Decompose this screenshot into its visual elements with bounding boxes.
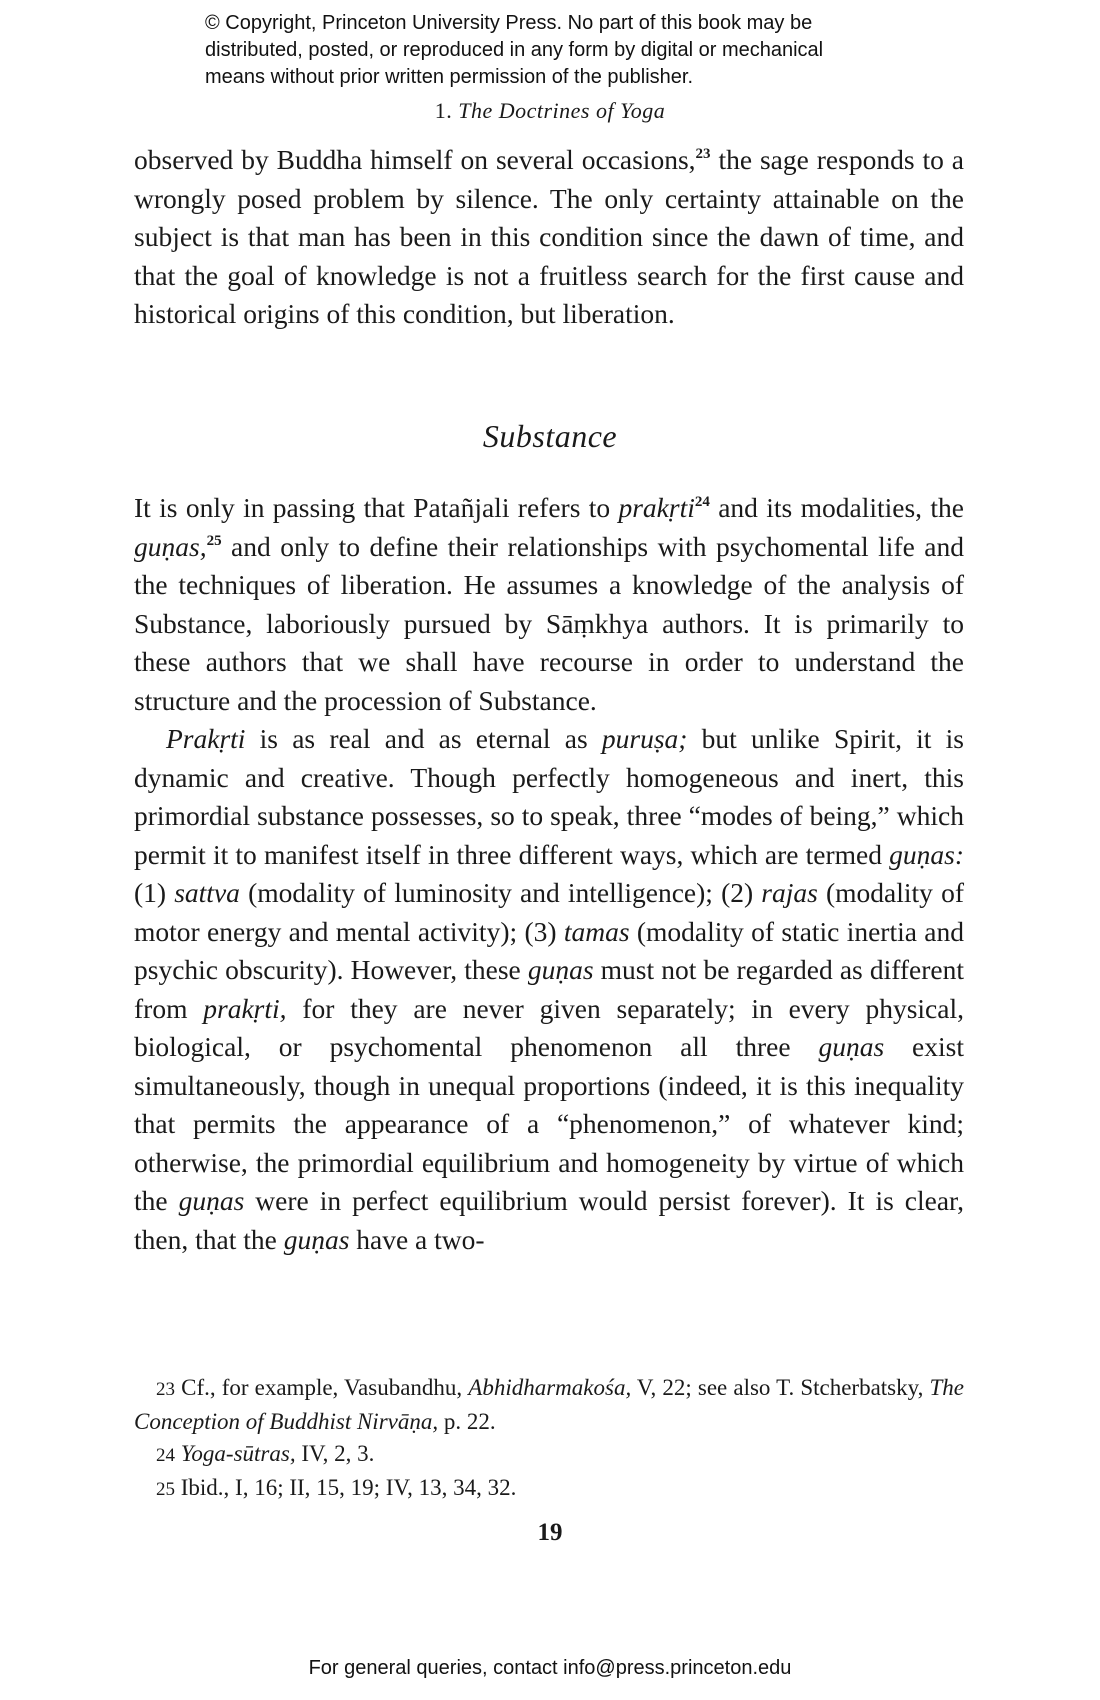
term-prakrti: Prakṛti xyxy=(166,723,246,754)
footnote-24 xyxy=(134,1438,964,1472)
text-run: Cf., for example, Vasubandhu, xyxy=(175,1375,469,1400)
text-run: is as real and as eternal as xyxy=(245,723,602,754)
copyright-line-1: © Copyright, Princeton University Press. No part of this book may be xyxy=(205,12,813,34)
text-run: (1) xyxy=(134,877,175,908)
text-run: (modality of luminosity and intelligence); (2) xyxy=(239,877,762,908)
term-gunas: guṇas xyxy=(178,1185,245,1216)
text-run: must not be regarded as different from xyxy=(134,954,965,1024)
text-run: Ibid., I, 16; II, 15, 19; IV, 13, 34, 32. xyxy=(175,1475,517,1500)
text-run: IV, 2, 3. xyxy=(295,1441,375,1466)
term-sattva: sattva xyxy=(174,877,240,908)
text-run: observed by Buddha himself on several occasions, xyxy=(134,144,696,175)
term-tamas: tamas xyxy=(563,915,630,947)
term-gunas: guṇas, xyxy=(134,530,207,562)
footnote-number: 25 xyxy=(156,1479,175,1500)
text-run: but unlike Spirit, it is dynamic and creative. Though perfectly homogeneous and inert, this primordial substance possesses, so to speak, three “modes of being,” which permit it to manifest itself in three different ways, which are termed xyxy=(134,723,965,870)
footnote-ref-24[interactable]: 24 xyxy=(694,494,710,510)
footnote-number: 23 xyxy=(156,1379,175,1400)
text-run: V, 22; see also T. Stcherbatsky, xyxy=(631,1375,930,1400)
text-run: (modality of motor energy and mental activity); (3) xyxy=(134,877,964,947)
paragraph-substance-intro xyxy=(134,489,964,720)
page-number: 19 xyxy=(537,1519,563,1546)
text-run: p. 22. xyxy=(438,1409,496,1434)
continuation-paragraph xyxy=(134,141,964,334)
text-run: (modality of static inertia and psychic obscurity). However, these xyxy=(134,915,964,985)
chapter-title: The Doctrines of Yoga xyxy=(458,98,666,123)
term-rajas: rajas xyxy=(761,877,818,908)
text-run: and its modalities, the xyxy=(709,492,964,523)
chapter-number: 1. xyxy=(434,98,453,123)
term-gunas: guṇas xyxy=(527,954,594,985)
book-title: Abhidharmakośa, xyxy=(468,1375,632,1400)
term-purusa: puruṣa; xyxy=(601,723,688,754)
main-text xyxy=(134,489,964,1259)
footnote-ref-25[interactable]: 25 xyxy=(206,532,222,549)
footnote-ref-23[interactable]: 23 xyxy=(695,146,711,162)
contact-footer: For general queries, contact info@press.princeton.edu xyxy=(308,1657,792,1679)
term-gunas: guṇas: xyxy=(889,838,964,870)
book-title: The Conception of Buddhist Nirvāṇa, xyxy=(134,1375,964,1434)
text-run: for they are never given separately; in every physical, biological, or psychomental phenomenon all three xyxy=(134,992,964,1062)
text-run: were in perfect equilibrium would persist forever). It is clear, then, that the xyxy=(134,1185,964,1255)
copyright-line-2: distributed, posted, or reproduced in any form by digital or mechanical xyxy=(205,39,824,61)
copyright-notice xyxy=(205,10,925,91)
text-run: have a two- xyxy=(349,1223,485,1255)
term-prakrti: prakṛti, xyxy=(203,992,287,1024)
footnotes xyxy=(134,1372,964,1506)
section-heading: Substance xyxy=(482,418,618,454)
footnote-23 xyxy=(134,1372,964,1438)
copyright-line-3: means without prior written permission of the publisher. xyxy=(205,66,694,88)
paragraph-prakrti xyxy=(134,720,964,1259)
text-run: and only to define their relationships with psychomental life and the techniques of liberation. He assumes a knowledge of the analysis of Substance, laboriously pursued by Sāṃkhya authors. It is primarily to these authors that we shall have recourse in order to understand the structure and the procession of Substance. xyxy=(134,530,964,716)
text-run: the sage responds to a wrongly posed problem by silence. The only certainty attainable on the subject is that man has been in this condition since the dawn of time, and that the goal of knowledge is not a fruitless search for the first cause and historical origins of this condition, but liberation. xyxy=(134,144,964,329)
term-prakrti: prakṛti xyxy=(618,492,695,523)
term-gunas: guṇas xyxy=(818,1031,885,1062)
running-head xyxy=(0,98,1100,124)
footnote-25 xyxy=(134,1472,964,1506)
term-gunas: guṇas xyxy=(283,1223,350,1255)
book-title: Yoga-sūtras, xyxy=(180,1441,296,1466)
text-run: It is only in passing that Patañjali refers to xyxy=(134,492,619,523)
footnote-number: 24 xyxy=(156,1445,175,1466)
text-run: exist simultaneously, though in unequal proportions (indeed, it is this inequality that permits the appearance of a “phenomenon,” of whatever kind; otherwise, the primordial equilibrium and homogeneity by virtue of which the xyxy=(134,1031,964,1216)
